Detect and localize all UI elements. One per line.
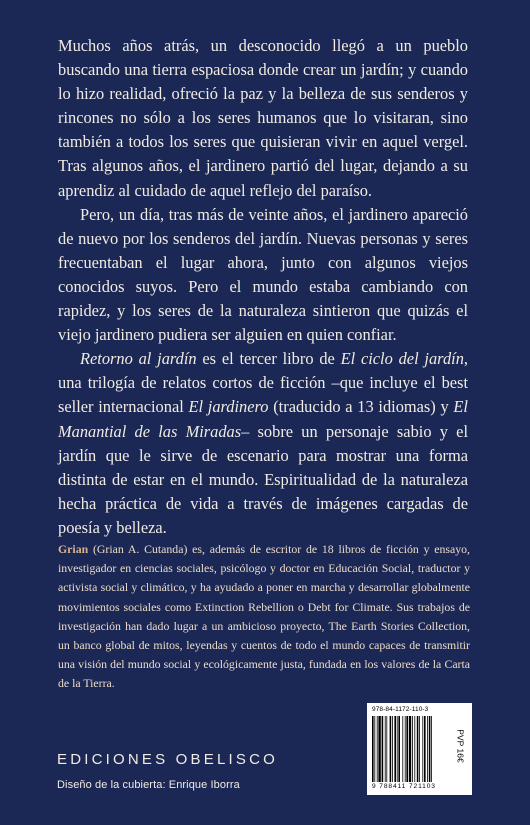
isbn-barcode <box>367 703 472 795</box>
synopsis-text: es el tercer libro de <box>196 349 341 369</box>
book-title-manantial: El Manantial de las Miradas <box>58 397 468 441</box>
cover-design-credit: Diseño de la cubierta: Enrique Iborra <box>57 779 240 791</box>
book-title-jardinero: El jardinero <box>188 397 269 417</box>
synopsis-paragraph-2: Pero, un día, tras más de veinte años, el jardinero apareció de nuevo por los senderos del jardín. Nuevas personas y seres frecuentaban el lugar ahora, junto con algunos viejos conocidos suyos. Pero el mundo estaba cambiando con rapidez, y los seres de la naturaleza sintieron que quizás el viejo jardinero pudiera ser alguien en quien confiar. <box>58 204 468 345</box>
synopsis-text: – sobre un personaje sabio y el jardín que le sirve de escenario para mostrar una forma distinta de estar en el mundo. Espiritualidad de la naturaleza hecha práctica de vida a través de imágenes cargadas de poesía y belleza. <box>58 421 468 537</box>
synopsis-paragraph-1: Muchos años atrás, un desconocido llegó a un pueblo buscando una tierra espaciosa donde crear un jardín; y cuando lo hizo realidad, ofreció la paz y la belleza de sus senderos y rincones no sólo a los seres humanos que lo visitaran, sino también a todos los seres que quisieran vivir en aquel vergel. Tras algunos años, el jardinero partió del lugar, dejando a su aprendiz al cuidado de aquel reflejo del paraíso. <box>58 36 468 200</box>
isbn-number: 978-84-1172-110-3 <box>372 706 429 713</box>
book-title-retorno: Retorno al jardín <box>80 349 197 369</box>
price-label: PVP 16€ <box>456 729 466 763</box>
series-title: El ciclo del jardín <box>340 349 464 369</box>
synopsis-text: (traducido a 13 idiomas) y <box>268 397 454 417</box>
synopsis-text: , una trilogía de relatos cortos de ficción –que incluye el best seller internacional <box>58 349 468 417</box>
author-name: Grian <box>58 542 89 556</box>
publisher-name: EDICIONES OBELISCO <box>57 751 278 768</box>
ean-digits: 9 788411 721103 <box>372 783 436 790</box>
synopsis-paragraph-3 <box>58 347 468 540</box>
barcode-bars <box>372 716 450 782</box>
author-bio-text: (Grian A. Cutanda) es, además de escritor de 18 libros de ficción y ensayo, investigador en ciencias sociales, psicólogo y doctor en Educación Social, traductor y activista social y climático, y ha ayudado a poner en marcha y desarrollar globalmente movimientos sociales como Extinction Rebellion o Debt for Climate. Sus trabajos de investigación han dado lugar a un ambicioso proyecto, The Earth Stories Collection, un banco global de mitos, leyendas y cuentos de todo el mundo capaces de transmitir una visión del mundo social y ecológicamente justa, fundada en los valores de la Carta de la Tierra. <box>58 542 470 691</box>
author-bio <box>58 540 470 694</box>
back-cover-synopsis <box>58 34 468 540</box>
